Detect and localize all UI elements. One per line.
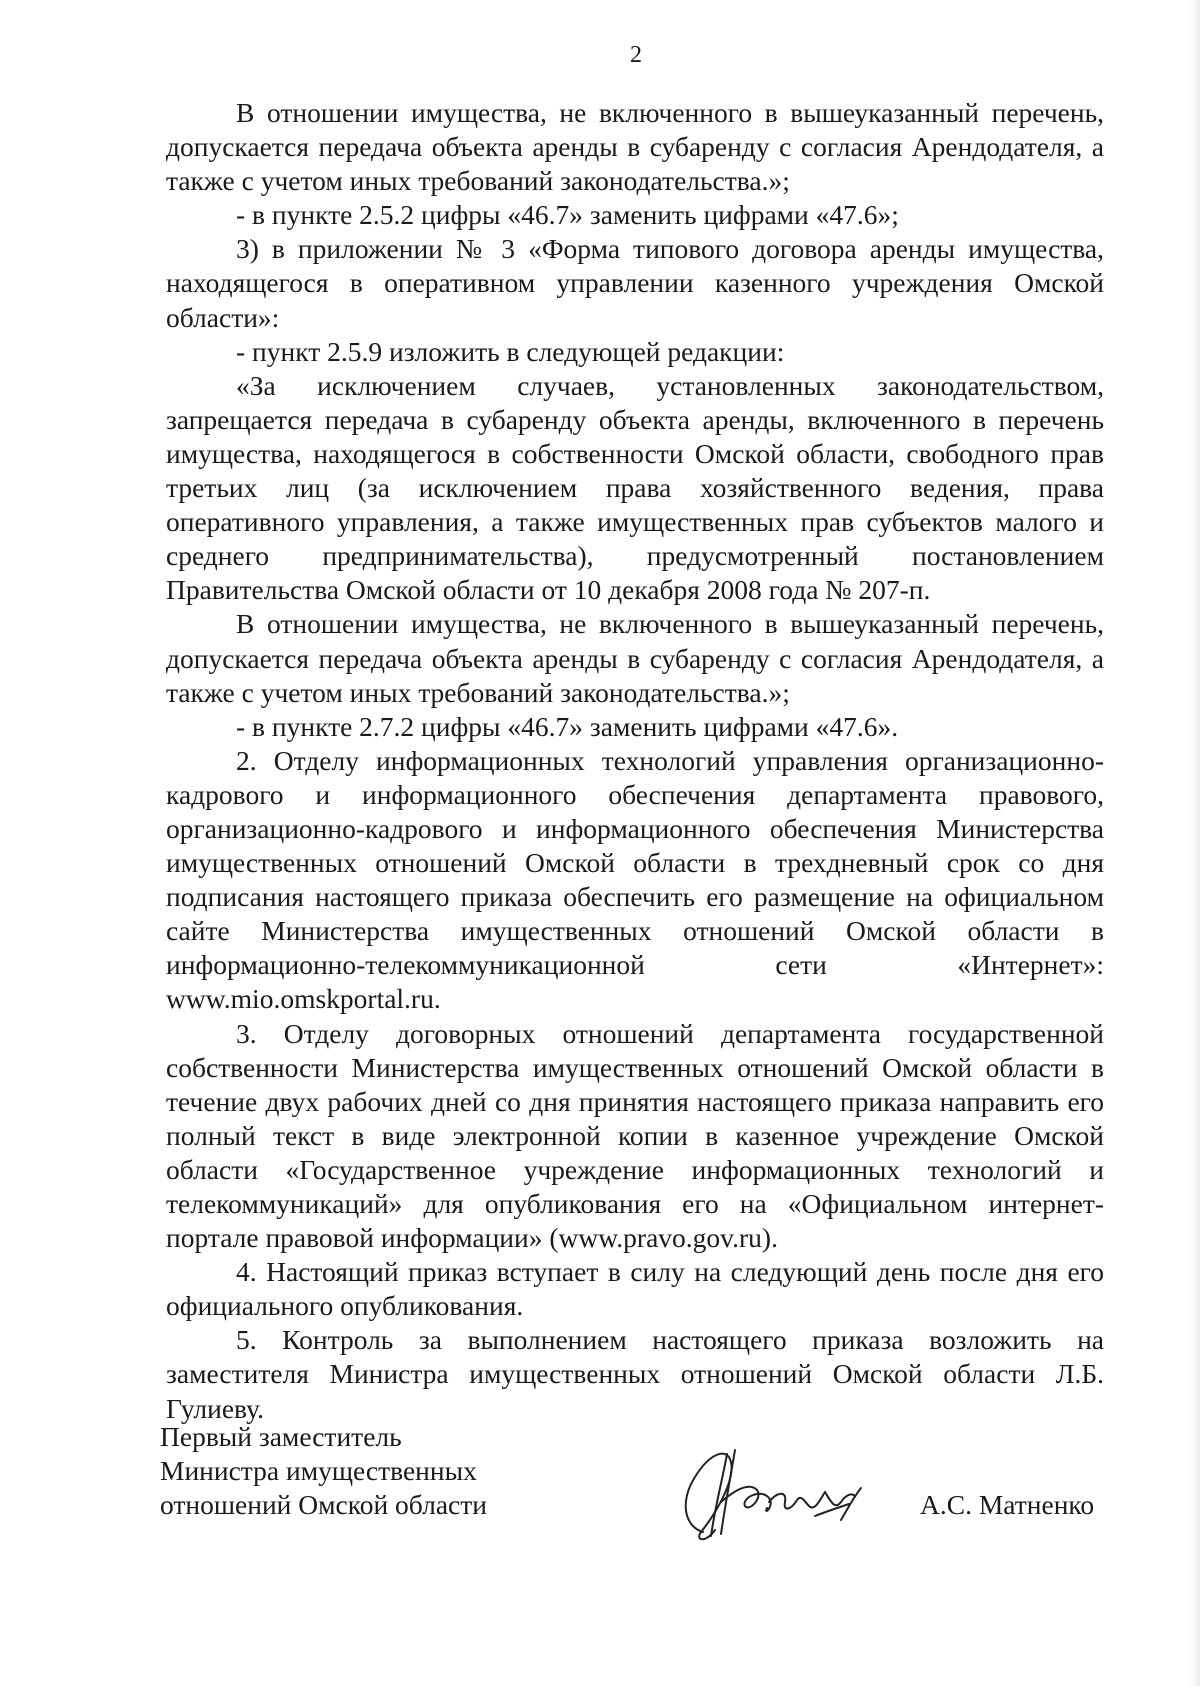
signature-block xyxy=(160,1420,1120,1550)
paragraph-sublease-consent-2: В отношении имущества, не включенного в вышеуказанный перечень, допускается передача объекта аренды в субаренду с согласия Арендодателя, а также с учетом иных требований законодательства.»; xyxy=(166,608,1104,708)
page-number: 2 xyxy=(630,42,642,68)
paragraph-clause-2: 2. Отделу информационных технологий управления организационно-кадрового и информационного обеспечения департамента правового, организационно-кадрового и информационного обеспечения Министерства имущественных отношений Омской области в трехдневный срок со дня подписания настоящего приказа обеспечить его размещение на официальном сайте Министерства имущественных отношений Омской области в информационно-телекоммуникационной сети «Интернет»: www.mio.omskportal.ru. xyxy=(166,744,1104,1015)
paragraph-clause-5: 5. Контроль за выполнением настоящего приказа возложить на заместителя Министра имущественных отношений Омской области Л.Б. Гулиеву. xyxy=(166,1324,1104,1424)
handwritten-signature xyxy=(665,1432,880,1552)
paragraph-appendix-3: 3) в приложении № 3 «Форма типового договора аренды имущества, находящегося в оперативном управлении казенного учреждения Омской области»: xyxy=(166,233,1104,333)
paragraph-item-2-7-2: - в пункте 2.7.2 цифры «46.7» заменить цифрами «47.6». xyxy=(236,710,899,742)
paragraph-item-2-5-2: - в пункте 2.5.2 цифры «46.7» заменить цифрами «47.6»; xyxy=(236,199,899,231)
signatory-title-line: Министра имущественных xyxy=(160,1455,477,1486)
paragraph-sublease-consent-1: В отношении имущества, не включенного в вышеуказанный перечень, допускается передача объекта аренды в субаренду с согласия Арендодателя, а также с учетом иных требований законодательства.»; xyxy=(166,97,1104,197)
signatory-title-line: отношений Омской области xyxy=(160,1489,487,1520)
paragraph-clause-3: 3. Отделу договорных отношений департамента государственной собственности Министерства имущественных отношений Омской области в течение двух рабочих дней со дня принятия настоящего приказа направить его полный текст в виде электронной копии в казенное учреждение Омской области «Государственное учреждение информационных технологий и телекоммуникаций» для опубликования его на «Официальном интернет-портале правовой информации» (www.pravo.gov.ru). xyxy=(166,1017,1104,1254)
paragraph-clause-4: 4. Настоящий приказ вступает в силу на следующий день после дня его официального опубликования. xyxy=(166,1256,1104,1322)
paragraph-item-2-5-9: - пункт 2.5.9 изложить в следующей редакции: xyxy=(236,335,785,367)
signatory-title-line: Первый заместитель xyxy=(160,1421,402,1452)
document-body xyxy=(166,96,1104,1426)
signatory-title xyxy=(160,1420,487,1522)
signer-name: А.С. Матненко xyxy=(920,1489,1095,1520)
scan-edge-shadow xyxy=(1190,0,1200,1686)
paragraph-sublease-prohibition: «За исключением случаев, установленных законодательством, запрещается передача в субаренду объекта аренды, включенного в перечень имущества, находящегося в собственности Омской области, свободного прав третьих лиц (за исключением права хозяйственного ведения, права оперативного управления, а также имущественных прав субъектов малого и среднего предпринимательства), предусмотренный постановлением Правительства Омской области от 10 декабря 2008 года № 207-п. xyxy=(166,369,1104,606)
